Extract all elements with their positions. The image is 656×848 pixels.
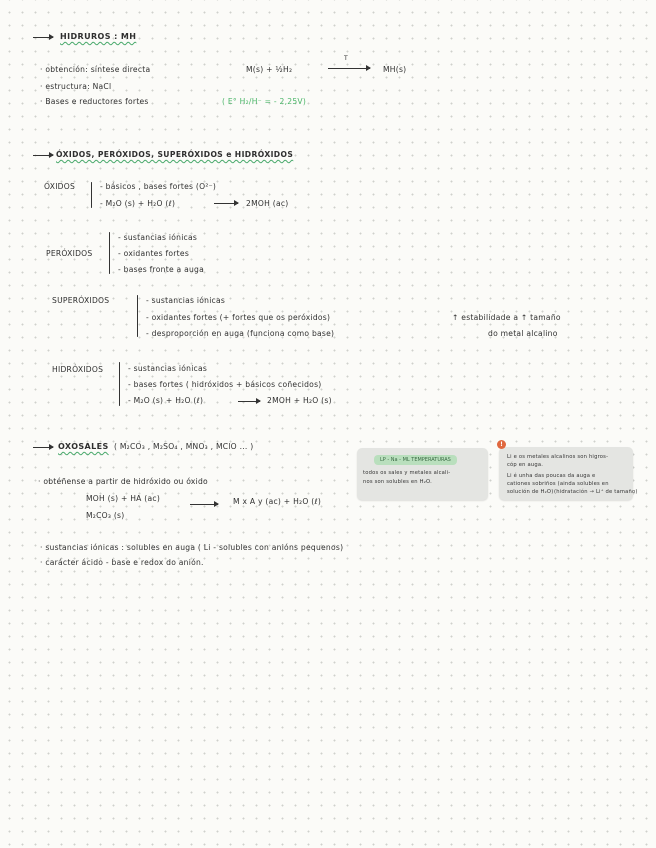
hidruros-item-obtencion: · obtención: síntese directa — [40, 65, 151, 74]
oxosales-obtain: · obtéñense a partir de hidróxido ou óxido — [38, 477, 208, 486]
sticky-note-line: cóp en auga. — [507, 462, 544, 468]
superoxidos-line-1: - sustancias iónicas — [146, 296, 226, 305]
sticky-note-line: nos son solubles en H₂O. — [363, 479, 432, 485]
brace — [137, 295, 138, 337]
reaction-arrow — [328, 68, 370, 69]
oxidos-line-1: - básicos , bases fortes (O²⁻) — [100, 182, 217, 191]
hidruros-reaction-left: M(s) + ½H₂ — [246, 65, 293, 74]
superoxidos-side-note-2: do metal alcalino — [488, 329, 558, 338]
reaction-arrow — [214, 203, 238, 204]
oxosales-reaction-left: MOH (s) + HA (ac) — [86, 494, 161, 503]
superoxidos-line-2: - oxidantes fortes (+ fortes que os peróxidos) — [146, 313, 331, 322]
sticky-note — [499, 447, 638, 500]
oxosales-title: OXOSALES — [58, 442, 109, 451]
oxosales-reaction-right: M x A y (ac) + H₂O (ℓ) — [233, 497, 322, 506]
reaction-arrow — [238, 401, 260, 402]
sticky-note-highlight: (hidratación → Li⁺ de tamaño) — [554, 489, 638, 495]
superoxidos-label: SUPERÓXIDOS — [52, 296, 110, 305]
hidruros-item-estructura: · estructura: NaCl — [40, 82, 112, 91]
brace — [91, 182, 92, 208]
brace — [119, 362, 120, 406]
hidroxidos-line-2: - bases fortes ( hidróxidos + básicos coñecidos) — [128, 380, 322, 389]
reaction-arrow — [190, 504, 218, 505]
hidruros-reaction-right: MH(s) — [383, 65, 407, 74]
hidroxidos-line-3: - M₂O (s) + H₂O (ℓ) — [128, 396, 204, 405]
hidroxidos-line-1: - sustancias iónicas — [128, 364, 208, 373]
oxosales-examples: ( M₂CO₃ , M₂SO₄ , MNO₃ , MClO ... ) — [114, 442, 254, 451]
oxosales-note-2: · carácter ácido - base e redox do anión. — [40, 558, 204, 567]
peroxidos-line-1: - sustancias iónicas — [118, 233, 198, 242]
hidruros-title: HIDRUROS : MH — [60, 32, 137, 41]
peroxidos-label: PERÓXIDOS — [46, 249, 93, 258]
hidruros-potential-note: ( E° H₂/H⁻ = - 2,25V) — [222, 97, 307, 106]
hidroxidos-label: HIDRÓXIDOS — [52, 365, 104, 374]
hidruros-item-bases: · Bases e reductores fortes — [40, 97, 149, 106]
superoxidos-line-3: - desproporción en auga (funciona como base) — [146, 329, 335, 338]
peroxidos-line-2: - oxidantes fortes — [118, 249, 190, 258]
brace — [109, 232, 110, 274]
reaction-arrow-label: T — [344, 55, 348, 62]
oxosales-note-1: · sustancias iónicas : solubles en auga ( Li - solubles con anións pequenos) — [40, 543, 344, 552]
hidroxidos-line-4: 2MOH + H₂O (s) — [267, 396, 332, 405]
section-arrow — [33, 37, 53, 38]
oxosales-extra: M₂CO₃ (s) — [86, 511, 125, 520]
oxidos-label: ÓXIDOS — [44, 182, 76, 191]
section-arrow — [33, 447, 53, 448]
sticky-note-line: Li é unha das poucas da auga e — [507, 473, 596, 479]
oxidos-section-title: ÓXIDOS, PERÓXIDOS, SUPERÓXIDOS e HIDRÓXIDOS — [56, 150, 294, 159]
sticky-note-line: cationes sobriños (ainda solubles en — [507, 481, 609, 487]
sticky-note-line: Li e os metales alcalinos son higros- — [507, 454, 609, 460]
oxidos-line-2: - M₂O (s) + H₂O (ℓ) — [100, 199, 176, 208]
sticky-note-line: solución de H₂O) — [507, 489, 554, 495]
sticky-note-tag: LP - Na - ML TEMPERATURAS — [374, 455, 457, 465]
sticky-note-line: todos os sales y metales alcali- — [363, 470, 451, 476]
superoxidos-side-note-1: ↑ estabilidade a ↑ tamaño — [452, 313, 561, 322]
section-arrow — [33, 155, 53, 156]
oxidos-line-3: 2MOH (ac) — [246, 199, 289, 208]
pin-icon: ! — [497, 440, 506, 449]
peroxidos-line-3: - bases fronte a auga — [118, 265, 205, 274]
sticky-note — [357, 448, 488, 500]
